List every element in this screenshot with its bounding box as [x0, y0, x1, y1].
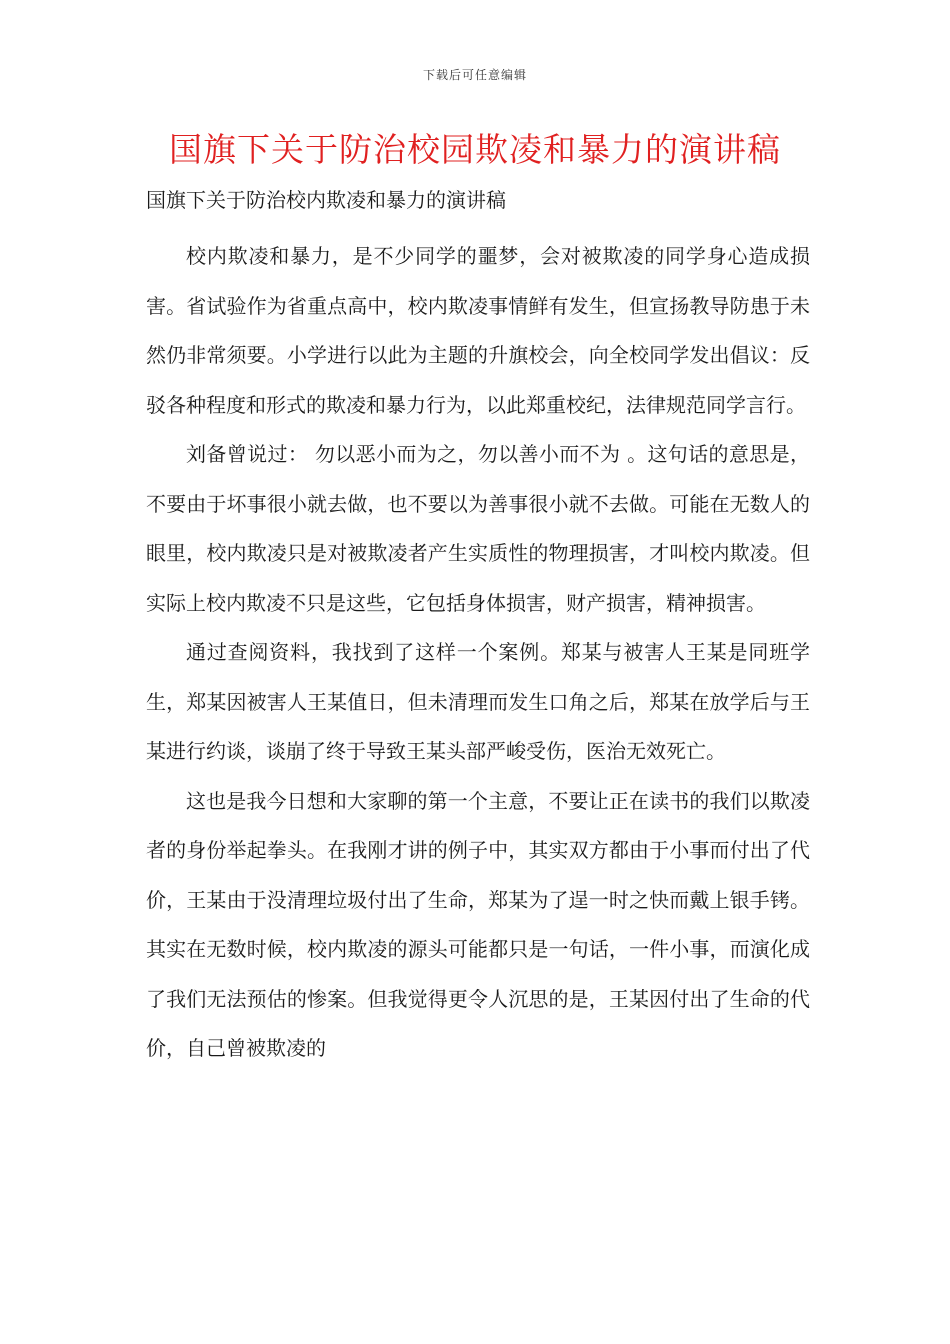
document-title: 国旗下关于防治校园欺凌和暴力的演讲稿	[169, 130, 781, 169]
header-note: 下载后可任意编辑	[422, 68, 527, 82]
document-subtitle: 国旗下关于防治校内欺凌和暴力的演讲稿	[146, 188, 506, 212]
paragraph-4: 这也是我今日想和大家聊的第一个主意，不要让正在读书的我们以欺凌者的身份举起拳头。在我刚才讲的例子中，其实双方都由于小事而付出了代价，王某由于没清理垃圾付出了生命，郑某为了逞一时之快而戴上银手铐。其实在无数时候，校内欺凌的源头可能都只是一句话，一件小事，而演化成了我们无法预估的惨案。但我觉得更令人沉思的是，王某因付出了生命的代价，自己曾被欺凌的	[146, 788, 810, 1060]
document-body	[146, 232, 810, 1074]
paragraph-1: 校内欺凌和暴力，是不少同学的噩梦，会对被欺凌的同学身心造成损害。省试验作为省重点高中，校内欺凌事情鲜有发生，但宣扬教导防患于未然仍非常须要。小学进行以此为主题的升旗校会，向全校同学发出倡议：反驳各种程度和形式的欺凌和暴力行为，以此郑重校纪，法律规范同学言行。	[146, 244, 810, 417]
paragraph-2: 刘备曾说过： 勿以恶小而为之，勿以善小而不为 。这句话的意思是，不要由于坏事很小就去做，也不要以为善事很小就不去做。可能在无数人的眼里，校内欺凌只是对被欺凌者产生实质性的物理损害，才叫校内欺凌。但实际上校内欺凌不只是这些，它包括身体损害，财产损害，精神损害。	[146, 442, 810, 615]
paragraph-3: 通过查阅资料，我找到了这样一个案例。郑某与被害人王某是同班学生，郑某因被害人王某值日，但未清理而发生口角之后，郑某在放学后与王某进行约谈，谈崩了终于导致王某头部严峻受伤，医治无效死亡。	[146, 640, 810, 763]
